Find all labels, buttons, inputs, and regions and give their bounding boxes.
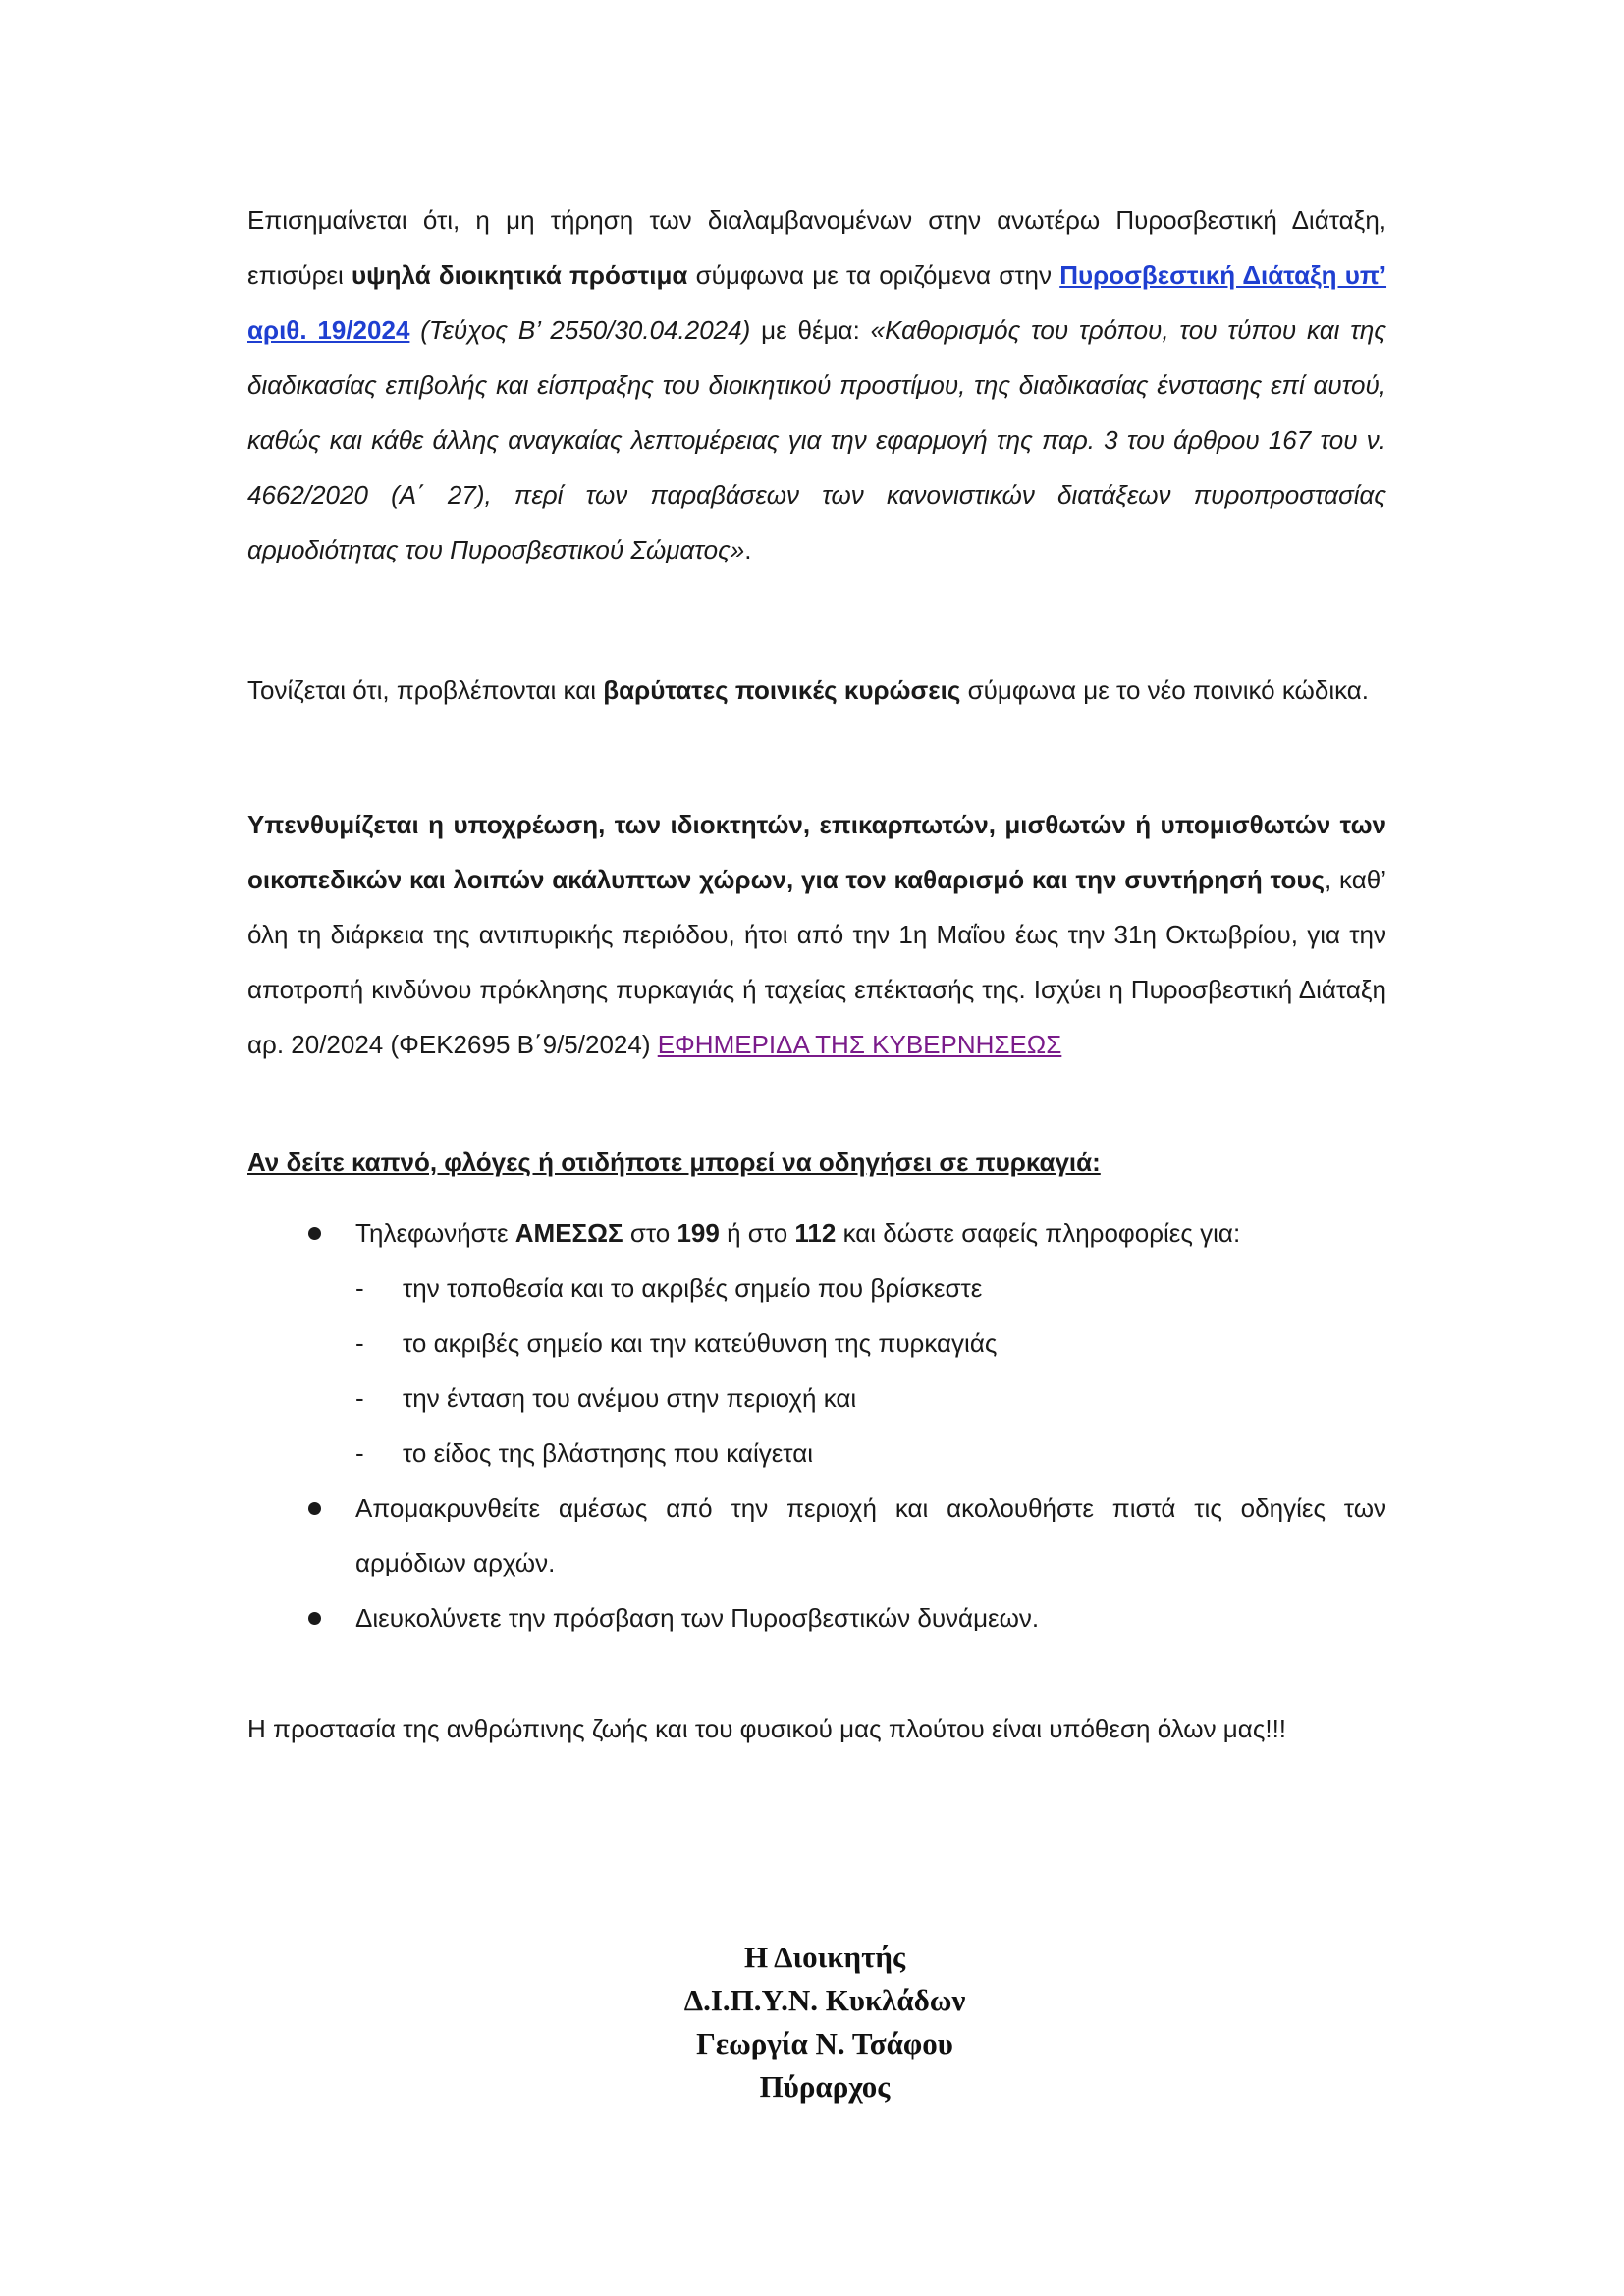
emergency-number-112: 112 xyxy=(794,1218,837,1248)
signature-rank: Πύραρχος xyxy=(759,2069,891,2104)
bold-immediately: ΑΜΕΣΩΣ xyxy=(514,1218,623,1248)
bold-fines: υψηλά διοικητικά πρόστιμα xyxy=(351,260,688,290)
paragraph-penalties xyxy=(247,663,1386,718)
signature-name: Γεωργία Ν. Τσάφου xyxy=(696,2026,953,2060)
fire-ordinance-19-2024-link[interactable]: Πυροσβεστική Διάταξη υπ’ αριθ. 19/2024 xyxy=(247,260,1387,345)
text-fragment: Τηλεφωνήστε xyxy=(355,1218,515,1248)
bullet-text: Απομακρυνθείτε αμέσως από την περιοχή και ακολουθήστε πιστά τις οδηγίες των αρμόδιων αρχών. xyxy=(355,1493,1386,1577)
bullet-text xyxy=(355,1205,1386,1260)
bullet-text: Διευκολύνετε την πρόσβαση των Πυροσβεστικών δυνάμεων. xyxy=(355,1603,1040,1632)
text-fragment xyxy=(409,315,420,345)
bold-penalties: βαρύτατες ποινικές κυρώσεις xyxy=(603,675,961,705)
signature-department: Δ.Ι.Π.Υ.Ν. Κυκλάδων xyxy=(683,1983,966,2017)
bullet-dot-icon xyxy=(308,1227,321,1240)
government-gazette-link[interactable]: ΕΦΗΜΕΡΙΔΑ ΤΗΣ ΚΥΒΕΡΝΗΣΕΩΣ xyxy=(657,1030,1062,1059)
dash-marker: - xyxy=(355,1328,364,1358)
sub-item-text: το είδος της βλάστησης που καίγεται xyxy=(403,1438,814,1468)
paragraph-fines xyxy=(247,192,1386,577)
bold-obligation: Υπενθυμίζεται η υποχρέωση, των ιδιοκτητών, επικαρπωτών, μισθωτών ή υπομισθωτών των οικοπεδικών και λοιπών ακάλυπτων χώρων, για τον καθαρισμό και την συντήρησή τους xyxy=(247,810,1386,894)
text-fragment: Τονίζεται ότι, προβλέπονται και xyxy=(247,675,604,705)
bullet-dot-icon xyxy=(308,1502,321,1515)
signature-block xyxy=(550,1936,1100,2109)
text-fragment: , καθ’ όλη τη διάρκεια της αντιπυρικής περιόδου, ήτοι από την 1η Μαΐου έως την 31η Οκτωβρίου, για την αποτροπή κινδύνου πρόκλησης πυρκαγιάς ή ταχείας επέκτασής της. Ισχύει η Πυροσβεστική Διάταξη αρ. 20/2024 (ΦΕΚ2695 Β΄9/5/2024) xyxy=(247,865,1386,1059)
instructions-heading xyxy=(247,1135,1386,1190)
dash-marker: - xyxy=(355,1438,364,1468)
text-fragment: Επισημαίνεται ότι, η μη τήρηση των διαλαμβανομένων στην ανωτέρω Πυροσβεστική Διάταξη, επισύρει xyxy=(247,205,1386,290)
text-fragment: στο xyxy=(623,1218,677,1248)
text-fragment: με θέμα: xyxy=(750,315,871,345)
text-fragment: . xyxy=(744,535,752,564)
sub-item-text: το ακριβές σημείο και την κατεύθυνση της πυρκαγιάς xyxy=(403,1328,998,1358)
gazette-reference: (Τεύχος Β’ 2550/30.04.2024) xyxy=(420,315,751,345)
signature-title: Η Διοικητής xyxy=(743,1940,906,1974)
sub-item-text: την ένταση του ανέμου στην περιοχή και xyxy=(403,1383,857,1413)
text-fragment: σύμφωνα με τα οριζόμενα στην xyxy=(687,260,1060,290)
instructions-heading-text: Αν δείτε καπνό, φλόγες ή οτιδήποτε μπορεί να οδηγήσει σε πυρκαγιά: xyxy=(247,1148,1101,1177)
ordinance-subject: «Καθορισμός του τρόπου, του τύπου και της διαδικασίας επιβολής και είσπραξης του διοικητικού προστίμου, της διαδικασίας ένστασης επί αυτού, καθώς και κάθε άλλης αναγκαίας λεπτομέρειας για την εφαρμογή της παρ. 3 του άρθρου 167 του ν. 4662/2020 (Α΄ 27), περί των παραβάσεων των κανονιστικών διατάξεων πυροπροστασίας αρμοδιότητας του Πυροσβεστικού Σώματος» xyxy=(247,315,1386,564)
dash-marker: - xyxy=(355,1273,364,1303)
sub-item-text: την τοποθεσία και το ακριβές σημείο που βρίσκεστε xyxy=(403,1273,983,1303)
closing-paragraph: Η προστασία της ανθρώπινης ζωής και του φυσικού μας πλούτου είναι υπόθεση όλων μας!!! xyxy=(247,1714,1287,1743)
text-fragment: ή στο xyxy=(719,1218,795,1248)
text-fragment: σύμφωνα με το νέο ποινικό κώδικα. xyxy=(960,675,1370,705)
text-fragment: και δώστε σαφείς πληροφορίες για: xyxy=(836,1218,1241,1248)
emergency-number-199: 199 xyxy=(677,1218,720,1248)
dash-marker: - xyxy=(355,1383,364,1413)
bullet-dot-icon xyxy=(308,1612,321,1625)
paragraph-obligation xyxy=(247,797,1386,1072)
